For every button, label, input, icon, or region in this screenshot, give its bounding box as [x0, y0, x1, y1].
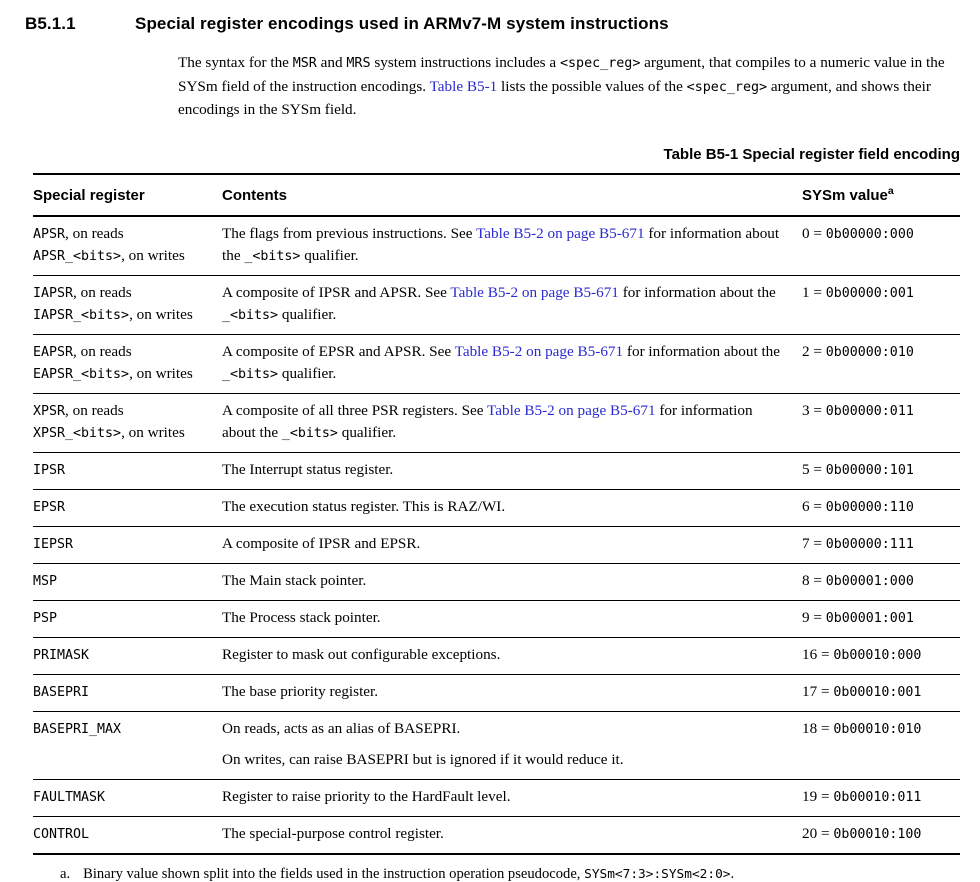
sysm-binary-value: 0b00000:001 — [825, 286, 914, 302]
inline-code: _<bits> — [222, 367, 279, 383]
doc-link[interactable]: Table B5-2 on page B5-671 — [454, 343, 624, 361]
sysm-value: 0 = 0b00000:000 — [802, 225, 914, 242]
inline-code: IEPSR — [33, 537, 74, 553]
register-name-line — [33, 282, 208, 304]
contents-cell — [222, 779, 802, 816]
column-header-sysm-label: SYSm value — [802, 187, 888, 204]
text-run: Register to raise priority to the HardFault level. — [222, 787, 511, 805]
sysm-binary-value: 0b00001:000 — [825, 574, 914, 590]
table-row — [33, 216, 960, 276]
text-run: and — [316, 54, 347, 71]
sysm-value-cell — [802, 564, 960, 601]
register-name-line — [33, 304, 208, 326]
register-name-line — [33, 533, 208, 555]
sysm-value-cell — [802, 394, 960, 453]
text-run: for information about the — [618, 284, 776, 302]
inline-code: BASEPRI_MAX — [33, 722, 122, 738]
text-run: argument, and shows their encodings in the SYSm field. — [178, 77, 931, 119]
table-row — [33, 453, 960, 490]
sysm-value-cell — [802, 638, 960, 675]
text-run: for information about the — [222, 402, 753, 442]
text-run: A composite of IPSR and EPSR. — [222, 535, 421, 553]
sysm-binary-value: 0b00000:111 — [825, 537, 914, 553]
text-run: Binary value shown split into the fields used in the instruction operation pseudocode, — [83, 865, 585, 882]
text-run: , on writes — [121, 424, 185, 442]
column-header-sysm-value — [802, 174, 960, 216]
text-run: qualifier. — [278, 365, 337, 383]
inline-code: MRS — [346, 56, 371, 71]
table-header-row — [33, 174, 960, 216]
text-run: The base priority register. — [222, 683, 379, 701]
register-name-line — [33, 681, 208, 703]
table-row — [33, 276, 960, 335]
sysm-value: 6 = 0b00000:110 — [802, 498, 914, 516]
table-row — [33, 490, 960, 527]
sysm-value: 16 = 0b00010:000 — [802, 646, 922, 664]
sysm-binary-value: 0b00000:110 — [825, 500, 914, 516]
sysm-value-cell — [802, 276, 960, 335]
sysm-value: 7 = 0b00000:111 — [802, 535, 914, 553]
inline-code: SYSm<7:3>:SYSm<2:0> — [584, 866, 731, 882]
register-name-line — [33, 496, 208, 518]
inline-code: IAPSR — [33, 286, 74, 302]
text-run: argument, that compiles to a numeric value in the SYSm field of the instruction encodings. — [178, 54, 945, 95]
text-run: . — [730, 865, 735, 882]
inline-code: IAPSR_<bits> — [33, 308, 130, 324]
inline-code: MSP — [33, 574, 58, 590]
special-register-cell — [33, 712, 222, 779]
special-register-cell — [33, 638, 222, 675]
text-run: The execution status register. This is RAZ/WI. — [222, 498, 506, 516]
inline-code: <spec_reg> — [559, 56, 641, 71]
sysm-binary-value: 0b00010:011 — [833, 789, 922, 805]
doc-link[interactable]: Table B5-2 on page B5-671 — [476, 225, 645, 242]
text-run: , on reads — [65, 225, 124, 242]
table-row — [33, 601, 960, 638]
contents-cell — [222, 712, 802, 779]
sysm-binary-value: 0b00010:100 — [833, 826, 922, 842]
text-run: The flags from previous instructions. See — [222, 225, 477, 242]
inline-code: EAPSR — [33, 345, 74, 361]
contents-cell — [222, 276, 802, 335]
register-name-line — [33, 245, 208, 267]
inline-code: EPSR — [33, 500, 66, 516]
sysm-value-cell — [802, 490, 960, 527]
text-run: The Process stack pointer. — [222, 609, 381, 627]
text-run: qualifier. — [278, 306, 337, 324]
text-run: The Main stack pointer. — [222, 572, 367, 590]
sysm-binary-value: 0b00010:010 — [833, 722, 922, 738]
contents-paragraph — [222, 823, 788, 845]
text-run: , on writes — [121, 247, 185, 265]
table-caption: Table B5-1 Special register field encoding — [663, 146, 960, 163]
inline-code: _<bits> — [244, 249, 301, 265]
inline-code: APSR_<bits> — [33, 249, 122, 265]
text-run: , on writes — [129, 365, 193, 383]
table-row — [33, 816, 960, 854]
doc-link[interactable]: Table B5-2 on page B5-671 — [450, 284, 619, 302]
contents-paragraph — [222, 496, 788, 518]
sysm-value-cell — [802, 712, 960, 779]
sysm-binary-value: 0b00010:001 — [833, 685, 922, 701]
sysm-value-cell — [802, 601, 960, 638]
inline-code: APSR — [33, 227, 66, 242]
text-run: On reads, acts as an alias of BASEPRI. — [222, 720, 461, 738]
contents-paragraph — [222, 400, 788, 444]
table-footnote — [60, 866, 980, 882]
footnote-text — [83, 866, 734, 882]
register-name-line — [33, 570, 208, 592]
register-name-line — [33, 223, 208, 245]
contents-cell — [222, 675, 802, 712]
special-register-cell — [33, 527, 222, 564]
text-run: A composite of IPSR and APSR. See — [222, 284, 451, 302]
sysm-value-cell — [802, 816, 960, 854]
footnote-ref-a: a — [887, 185, 894, 197]
sysm-value: 20 = 0b00010:100 — [802, 824, 922, 842]
sysm-value: 18 = 0b00010:010 — [802, 720, 922, 738]
section-number: B5.1.1 — [25, 14, 76, 33]
special-register-cell — [33, 601, 222, 638]
column-header-special-register: Special register — [33, 174, 222, 216]
footnote-marker: a. — [60, 865, 71, 882]
inline-code: IPSR — [33, 463, 66, 479]
contents-cell — [222, 527, 802, 564]
sysm-value: 1 = 0b00000:001 — [802, 284, 914, 302]
inline-code: PSP — [33, 611, 58, 627]
sysm-value: 3 = 0b00000:011 — [802, 402, 914, 420]
register-name-line — [33, 644, 208, 666]
sysm-binary-value: 0b00000:101 — [825, 463, 914, 479]
contents-paragraph — [222, 607, 788, 629]
doc-link[interactable]: Table B5-2 on page B5-671 — [487, 402, 656, 420]
inline-code: CONTROL — [33, 826, 90, 842]
special-register-cell — [33, 453, 222, 490]
sysm-binary-value: 0b00010:000 — [833, 648, 922, 664]
inline-code: FAULTMASK — [33, 789, 106, 805]
register-name-line — [33, 459, 208, 481]
contents-paragraph — [222, 570, 788, 592]
table-row — [33, 779, 960, 816]
sysm-value-cell — [802, 216, 960, 276]
sysm-value-cell — [802, 527, 960, 564]
contents-paragraph — [222, 223, 788, 267]
table-row — [33, 335, 960, 394]
inline-code: XPSR — [33, 404, 66, 420]
sysm-binary-value: 0b00001:001 — [825, 611, 914, 627]
contents-cell — [222, 638, 802, 675]
text-run: , on reads — [65, 402, 124, 420]
special-register-cell — [33, 675, 222, 712]
inline-code: <spec_reg> — [686, 79, 768, 95]
special-register-cell — [33, 816, 222, 854]
special-register-cell — [33, 564, 222, 601]
register-name-line — [33, 786, 208, 808]
special-register-cell — [33, 335, 222, 394]
contents-cell — [222, 335, 802, 394]
intro-paragraph — [178, 51, 958, 122]
contents-cell — [222, 490, 802, 527]
contents-cell — [222, 216, 802, 276]
text-run: qualifier. — [300, 247, 359, 265]
doc-link[interactable]: Table B5-1 — [429, 77, 498, 95]
special-register-cell — [33, 490, 222, 527]
text-run: , on reads — [73, 284, 132, 302]
sysm-binary-value: 0b00000:010 — [825, 345, 914, 361]
contents-paragraph — [222, 282, 788, 326]
contents-cell — [222, 564, 802, 601]
special-register-cell — [33, 276, 222, 335]
section-title: Special register encodings used in ARMv7-M system instructions — [135, 14, 669, 33]
register-name-line — [33, 823, 208, 845]
contents-paragraph — [222, 786, 788, 808]
sysm-value-cell — [802, 335, 960, 394]
contents-paragraph — [222, 341, 788, 385]
inline-code: EAPSR_<bits> — [33, 367, 130, 383]
table-row — [33, 675, 960, 712]
text-run: , on reads — [73, 343, 132, 361]
register-name-line — [33, 341, 208, 363]
text-run: for information about the — [623, 343, 781, 361]
register-name-line — [33, 363, 208, 385]
table-row — [33, 527, 960, 564]
text-run: for information about the — [222, 225, 780, 265]
sysm-value: 5 = 0b00000:101 — [802, 461, 914, 479]
text-run: qualifier. — [337, 424, 397, 442]
text-run: A composite of all three PSR registers. See — [222, 402, 488, 420]
contents-paragraph — [222, 681, 788, 703]
table-row — [33, 638, 960, 675]
column-header-contents: Contents — [222, 174, 802, 216]
inline-code: BASEPRI — [33, 685, 90, 701]
sysm-value: 9 = 0b00001:001 — [802, 609, 914, 627]
contents-cell — [222, 816, 802, 854]
table-row — [33, 712, 960, 779]
contents-cell — [222, 394, 802, 453]
text-run: A composite of EPSR and APSR. See — [222, 343, 455, 361]
table-row — [33, 394, 960, 453]
sysm-value: 2 = 0b00000:010 — [802, 343, 914, 361]
contents-paragraph — [222, 533, 788, 555]
register-name-line — [33, 400, 208, 422]
contents-paragraph — [222, 459, 788, 481]
inline-code: XPSR_<bits> — [33, 426, 122, 442]
text-run: lists the possible values of the — [497, 77, 687, 95]
special-register-table — [33, 173, 960, 855]
table-row — [33, 564, 960, 601]
sysm-binary-value: 0b00000:011 — [825, 404, 914, 420]
special-register-cell — [33, 779, 222, 816]
contents-cell — [222, 601, 802, 638]
sysm-value: 8 = 0b00001:000 — [802, 572, 914, 590]
sysm-value-cell — [802, 453, 960, 490]
register-name-line — [33, 607, 208, 629]
inline-code: PRIMASK — [33, 648, 90, 664]
contents-paragraph — [222, 718, 788, 740]
text-run: , on writes — [129, 306, 193, 324]
sysm-value-cell — [802, 779, 960, 816]
register-name-line — [33, 718, 208, 740]
text-run: On writes, can raise BASEPRI but is ignored if it would reduce it. — [222, 750, 624, 768]
text-run: system instructions includes a — [370, 54, 560, 71]
inline-code: _<bits> — [281, 426, 338, 442]
contents-paragraph — [222, 749, 788, 771]
text-run: The syntax for the — [178, 54, 293, 71]
sysm-value: 19 = 0b00010:011 — [802, 787, 922, 805]
sysm-value: 17 = 0b00010:001 — [802, 683, 922, 701]
inline-code: MSR — [292, 56, 317, 71]
sysm-value-cell — [802, 675, 960, 712]
text-run: Register to mask out configurable exceptions. — [222, 646, 501, 664]
contents-paragraph — [222, 644, 788, 666]
inline-code: _<bits> — [222, 308, 279, 324]
special-register-cell — [33, 216, 222, 276]
special-register-cell — [33, 394, 222, 453]
text-run: The special-purpose control register. — [222, 824, 444, 842]
text-run: The Interrupt status register. — [222, 461, 394, 479]
contents-cell — [222, 453, 802, 490]
section-heading — [0, 0, 980, 34]
register-name-line — [33, 422, 208, 444]
sysm-binary-value: 0b00000:000 — [825, 227, 914, 242]
